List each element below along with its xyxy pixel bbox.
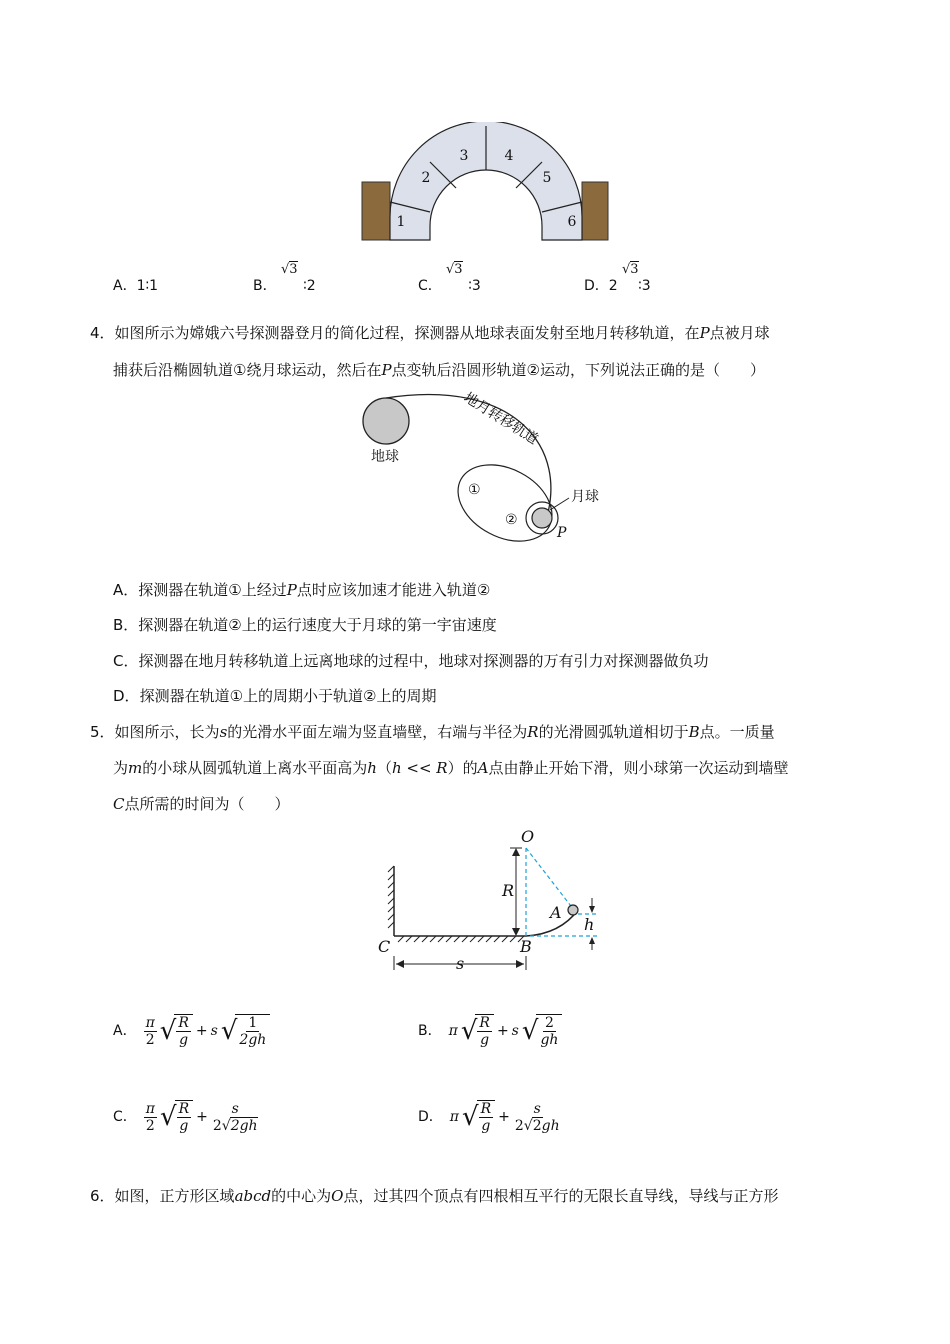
var-r: R — [527, 723, 539, 741]
right-ground — [582, 182, 608, 240]
stone-label-5: 5 — [542, 170, 552, 186]
stem-text: 点由静止开始下滑，则小球第一次运动到墙壁 — [488, 759, 789, 777]
stem-text: 如图所示为嫦娥六号探测器登月的简化过程，探测器从地球表面发射至地月转移轨道，在 — [114, 324, 700, 342]
q4-option-d[interactable] — [113, 686, 436, 706]
option-text: ∶3 — [638, 278, 651, 294]
q3-option-d[interactable] — [584, 262, 651, 296]
condition: h << R — [391, 759, 448, 777]
stem-text: （ — [376, 759, 392, 777]
sqrt: √ $\frac{2}{gh}$ — [522, 1014, 563, 1048]
q5-option-a[interactable] — [113, 1014, 270, 1048]
stem-text: 的光滑水平面左端为竖直墙壁，右端与半径为 — [227, 723, 528, 741]
question-number: 5． — [90, 723, 115, 741]
fraction: $\frac{\pi}{2}$ — [145, 1014, 155, 1048]
label-c: C — [378, 937, 391, 956]
transfer-label: 地月转移轨道 — [460, 389, 541, 448]
stone-label-1: 1 — [396, 214, 406, 230]
question-number: 4． — [90, 324, 115, 342]
option-letter: C． — [113, 1109, 137, 1125]
label-r: R — [502, 881, 515, 900]
fraction: $\frac{\pi}{2}$ — [145, 1100, 155, 1134]
moon-label: 月球 — [571, 489, 599, 505]
stem-text: 的中心为 — [271, 1187, 332, 1205]
sqrt: √ $\frac{R}{g}$ — [462, 1100, 495, 1134]
var-s: s — [210, 1023, 218, 1039]
q3-option-a[interactable] — [113, 276, 158, 296]
option-letter: D． — [418, 1109, 443, 1125]
var-c: C — [113, 795, 125, 813]
sqrt-3: √3 — [622, 262, 639, 277]
option-text: ∶2 — [303, 278, 316, 294]
option-letter: D． — [113, 687, 140, 705]
option-text: 探测器在轨道①上经过 — [138, 581, 287, 599]
option-text: 点时应该加速才能进入轨道② — [296, 581, 491, 599]
q4-option-b[interactable] — [113, 615, 497, 635]
q4-option-c[interactable] — [113, 651, 709, 671]
orbit-2-label: ② — [505, 512, 518, 528]
earth-label: 地球 — [371, 449, 399, 465]
stem-text: 点。一质量 — [699, 723, 775, 741]
sqrt: √ $\frac{R}{g}$ — [160, 1100, 193, 1134]
sqrt-3: √3 — [281, 262, 298, 277]
moon-circle — [532, 508, 552, 528]
var-p: P — [381, 361, 392, 379]
stone-label-6: 6 — [567, 214, 577, 230]
stem-text: 点被月球 — [709, 324, 770, 342]
label-b: B — [520, 937, 532, 956]
stem-text: ）的 — [447, 759, 478, 777]
plus: + — [196, 1109, 208, 1125]
orbit-figure — [355, 388, 625, 543]
stem-text: 为 — [113, 759, 129, 777]
option-letter: D． — [584, 278, 609, 294]
stem-text: 如图，正方形区域 — [114, 1187, 235, 1205]
sqrt-3: √3 — [446, 262, 463, 277]
question-number: 6． — [90, 1187, 115, 1205]
option-letter: A． — [113, 581, 139, 599]
fraction: $\frac{s}{2√2gh}$ — [212, 1100, 258, 1134]
q4-stem-line2 — [113, 360, 765, 380]
var-b: B — [688, 723, 700, 741]
q5-option-b[interactable] — [418, 1014, 562, 1048]
q5-option-d[interactable] — [418, 1100, 562, 1134]
option-letter: B． — [253, 278, 277, 294]
ball — [568, 905, 578, 915]
q5-stem-line2 — [113, 758, 788, 778]
plus: + — [498, 1109, 510, 1125]
q3-option-c[interactable] — [418, 262, 481, 296]
transfer-orbit — [386, 395, 551, 523]
stone-label-4: 4 — [504, 148, 514, 164]
point-p-label: P — [557, 525, 567, 541]
stem-text: 点，过其四个顶点有四根相互平行的无限长直导线，导线与正方形 — [343, 1187, 779, 1205]
q4-stem-line1 — [90, 323, 770, 343]
pi: π — [449, 1109, 459, 1125]
stone-label-3: 3 — [459, 148, 469, 164]
var-p: P — [699, 324, 710, 342]
var-h: h — [367, 759, 377, 777]
sqrt: √ $\frac{R}{g}$ — [461, 1014, 494, 1048]
plus: + — [496, 1023, 509, 1039]
stone-label-2: 2 — [421, 170, 431, 186]
label-s: s — [456, 954, 465, 973]
option-text: 探测器在地月转移轨道上远离地球的过程中，地球对探测器的万有引力对探测器做负功 — [138, 652, 709, 670]
option-coef: 2 — [608, 278, 618, 294]
q4-option-a[interactable] — [113, 580, 490, 600]
option-letter: B． — [418, 1023, 442, 1039]
q5-option-c[interactable] — [113, 1100, 260, 1134]
track-figure — [370, 826, 610, 976]
option-letter: A． — [113, 278, 137, 294]
option-letter: C． — [113, 652, 139, 670]
q5-stem-line3 — [113, 794, 290, 814]
var-s: s — [511, 1023, 519, 1039]
var-o: O — [331, 1187, 344, 1205]
label-o: O — [521, 827, 535, 846]
option-text: 1∶1 — [136, 278, 159, 294]
arch-figure — [360, 122, 610, 244]
pi: π — [448, 1023, 458, 1039]
sqrt: √ $\frac{1}{2gh}$ — [221, 1014, 270, 1048]
var-a: A — [477, 759, 489, 777]
var-abcd: abcd — [234, 1187, 272, 1205]
earth-circle — [363, 398, 409, 444]
var-s: s — [219, 723, 228, 741]
option-text: ∶3 — [468, 278, 481, 294]
label-h: h — [584, 915, 595, 934]
label-a: A — [550, 903, 562, 922]
sqrt: √ $\frac{R}{g}$ — [160, 1014, 193, 1048]
stem-text: 捕获后沿椭圆轨道①绕月球运动，然后在 — [113, 361, 382, 379]
option-letter: A． — [113, 1023, 137, 1039]
orbit-1-label: ① — [468, 482, 481, 498]
var-p: P — [286, 581, 297, 599]
plus: + — [195, 1023, 208, 1039]
q3-option-b[interactable] — [253, 262, 316, 296]
q6-stem-line1 — [90, 1186, 778, 1206]
stem-text: 的小球从圆弧轨道上离水平面高为 — [142, 759, 368, 777]
option-letter: C． — [418, 278, 442, 294]
var-m: m — [128, 759, 143, 777]
stem-text: 如图所示，长为 — [114, 723, 220, 741]
option-text: 探测器在轨道①上的周期小于轨道②上的周期 — [139, 687, 437, 705]
stem-text: 点所需的时间为（ ） — [124, 795, 290, 813]
fraction: $\frac{s}{2√2gh}$ — [514, 1100, 560, 1134]
option-text: 探测器在轨道②上的运行速度大于月球的第一宇宙速度 — [138, 616, 497, 634]
left-ground — [362, 182, 390, 240]
option-letter: B． — [113, 616, 139, 634]
stem-text: 的光滑圆弧轨道相切于 — [538, 723, 689, 741]
q5-stem-line1 — [90, 722, 775, 742]
stem-text: 点变轨后沿圆形轨道②运动，下列说法正确的是（ ） — [391, 361, 765, 379]
